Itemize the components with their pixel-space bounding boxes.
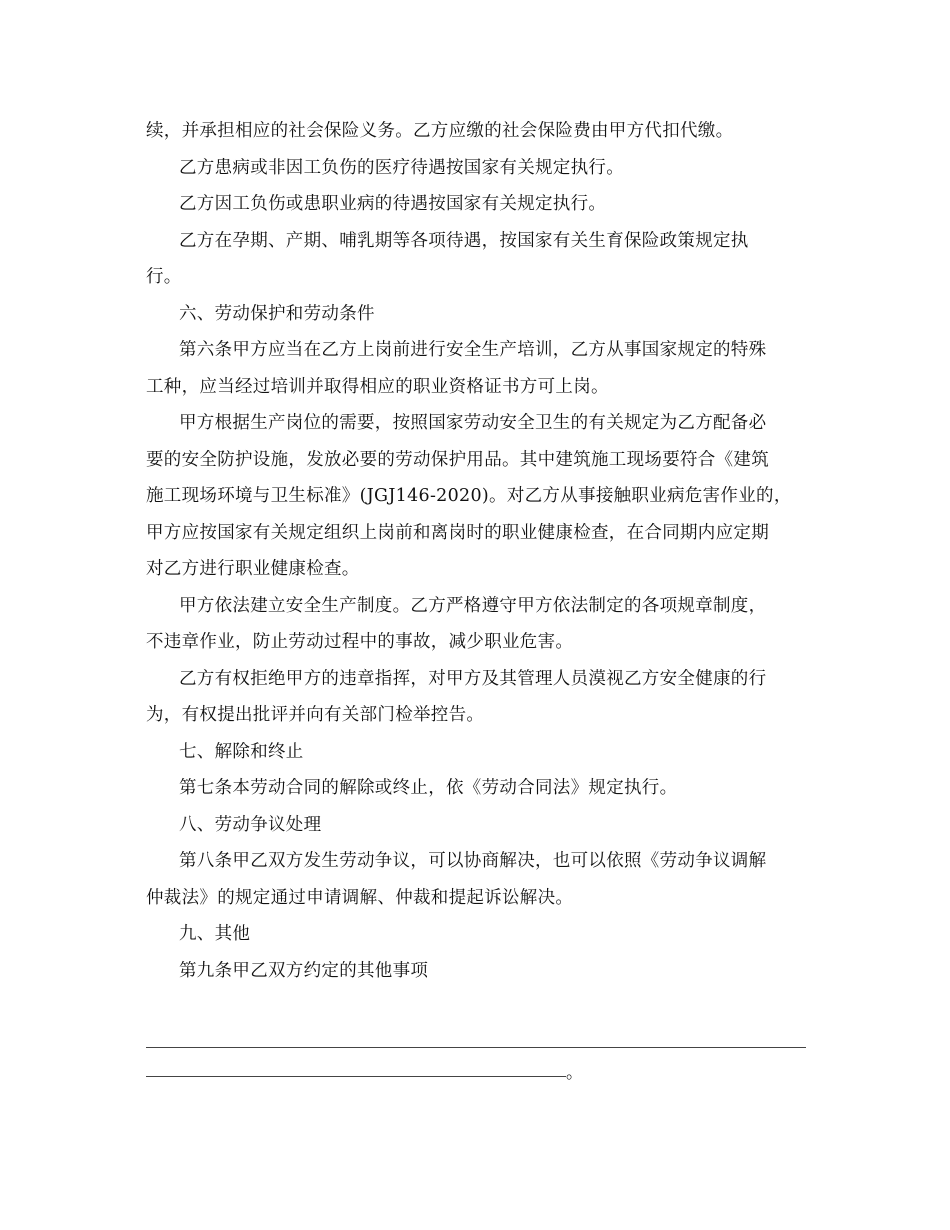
paragraph-line: 甲方根据生产岗位的需要，按照国家劳动安全卫生的有关规定为乙方配备必 bbox=[179, 413, 767, 433]
paragraph-line: 乙方在孕期、产期、哺乳期等各项待遇，按国家有关生育保险政策规定执 bbox=[179, 230, 749, 251]
paragraph-line: 工种，应当经过培训并取得相应的职业资格证书方可上岗。 bbox=[146, 376, 609, 397]
section-heading: 六、劳动保护和劳动条件 bbox=[179, 303, 375, 324]
paragraph-line: 第六条甲方应当在乙方上岗前进行安全生产培训，乙方从事国家规定的特殊 bbox=[179, 340, 767, 360]
paragraph-line: 续，并承担相应的社会保险义务。乙方应缴的社会保险费由甲方代扣代缴。 bbox=[146, 121, 734, 141]
section-heading: 七、解除和终止 bbox=[179, 741, 304, 762]
paragraph-line: 乙方因工负伤或患职业病的待遇按国家有关规定执行。 bbox=[179, 194, 607, 214]
blank-rule bbox=[146, 1076, 566, 1077]
blank-rule bbox=[146, 1047, 806, 1048]
paragraph-line: 对乙方进行职业健康检查。 bbox=[146, 559, 360, 579]
contract-body bbox=[146, 113, 808, 989]
paragraph-line: 第七条本劳动合同的解除或终止，依《劳动合同法》规定执行。 bbox=[179, 778, 678, 798]
paragraph-line: 甲方依法建立安全生产制度。乙方严格遵守甲方依法制定的各项规章制度， bbox=[179, 595, 767, 616]
paragraph-line: 仲裁法》的规定通过申请调解、仲裁和提起诉讼解决。 bbox=[146, 887, 574, 908]
section-heading: 九、其他 bbox=[179, 924, 251, 944]
fill-in-blank-line bbox=[146, 1037, 808, 1057]
paragraph-line: 行。 bbox=[146, 267, 182, 287]
paragraph-line: 要的安全防护设施，发放必要的劳动保护用品。其中建筑施工现场要符合《建筑 bbox=[146, 449, 769, 470]
paragraph-line: 第九条甲乙双方约定的其他事项 bbox=[179, 960, 429, 981]
section-heading: 八、劳动争议处理 bbox=[179, 814, 322, 835]
paragraph-line: 甲方应按国家有关规定组织上岗前和离岗时的职业健康检查，在合同期内应定期 bbox=[146, 522, 769, 543]
fill-in-blank-line bbox=[146, 1063, 586, 1086]
paragraph-line: 乙方患病或非因工负伤的医疗待遇按国家有关规定执行。 bbox=[179, 157, 624, 178]
paragraph-line: 第八条甲乙双方发生劳动争议，可以协商解决，也可以依照《劳动争议调解 bbox=[179, 851, 767, 871]
paragraph-line: 不违章作业，防止劳动过程中的事故，减少职业危害。 bbox=[146, 632, 574, 652]
paragraph-line: 为，有权提出批评并向有关部门检举控告。 bbox=[146, 705, 485, 725]
end-period: 。 bbox=[566, 1063, 583, 1083]
paragraph-line: 施工现场环境与卫生标准》(JGJ146-2020)。对乙方从事接触职业病危害作业的， bbox=[146, 486, 792, 506]
paragraph-line: 乙方有权拒绝甲方的违章指挥，对甲方及其管理人员漠视乙方安全健康的行 bbox=[179, 668, 767, 689]
